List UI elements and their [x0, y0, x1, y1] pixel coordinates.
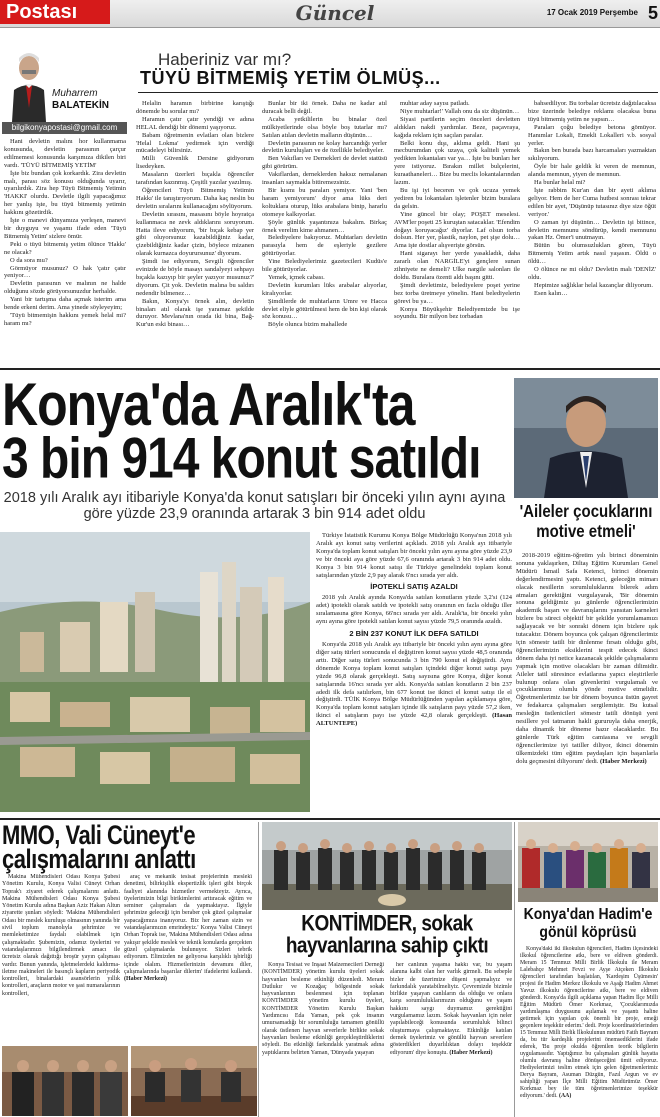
column-divider [258, 822, 259, 1117]
hadim-title-line2: gönül köprüsü [539, 922, 637, 941]
mmo-title-line2: çalışmalarını anlattı [2, 844, 196, 874]
mmo-photo-1 [2, 1046, 128, 1116]
mmo-text-2: araç ve mekanik tesisat projelerinin meslekî denetimi, bilirkişilik ekspertizlik işleri gibi birçok faaliyet alanında hizmetler vermekteyiz. Ayrıca, üyelerimizin bilgi birikimlerini arttıracak eğitim ve seminer çalışmaları da yapmaktayız. İlgiyle şehrimize geleceği için beraber çok güzel çalışmalar yapacağımıza inanıyoruz. Biz her zaman sizin ve vatandaşlarımızın emrindeyiz.' Konya Valisi Cüneyt Orhan Toprak ise, 'Makina Mühendisleri Odası adına yakışır şekilde meslek ve teknik konularda gerçekten güzel çalışmalarda bulunuyor. Sizleri tebrik ediyorum. Elimizden ne geliyorsa karşılıklı işbirliği içinde olalım. Hizmetlerinizin devamını diler, çalışmalarında başarılar dilerim' ifadelerini kullandı. (Haber Merkezi) [124, 874, 252, 983]
lead-subhead-2: 2 BİN 237 KONUT İLK DEFA SATILDI [349, 629, 479, 639]
column-divider-2 [514, 822, 515, 1117]
lead-deck: 2018 yılı Aralık ayı itibariyle Konya'da konut satışları bir önceki yılın aynı ayına göre yüzde 23,9 oranında artarak 3 bin 914 adet oldu [3, 490, 506, 522]
hadim-credit: (AA) [559, 1093, 572, 1099]
side-title-line2: motive etmeli' [536, 522, 636, 542]
column-text-4: muhtar aday sayısı patladı. Niye muhtarlar!' Vallah onu da siz düşünün… Siyasi partilerin seçim önceleri devletten aldıkları nakdi yardımlar. Beze, paçavraya, kağıda reklam için saçılan paralar. Belki konu dışı, aklıma geldi. Hani şu mecburumdan çok uzaya, çok kaliteli yemek yedikten lokantaları var ya… İşte bu bunları her yere istiyoruz. Bırakın millet bulçelerini, kuraathaneleri… Bize bu meclis lokantalarından lazım. Bu işi iyi beceren ve çok ucuza yemek yediren bu lokantaları işletenler bizim buralara da gelsin. Yine güncel bir olay; POŞET meselesi. AVM'ler poşeti 25 kuruştan satacaklar. 'Efendim doğayı koruyacağız' diyorlar. Laf olsun torba dolsun. Her yer, plastik, naylon, pet şişe dolu… Ama işte dostlar alışverişte görsün. Hani sigarayı her yerde yasakladık, daha zararlı olan NARGİLE'yi gençlere sunan zihniyete ne demeli? Ulke nargile salonları ile doldu. Buralara özenti aldı başını gitti. Şimdi devletimiz, belediyelere poşet yerine bez torba üretmeye yönelin. Hani belediyelerin görevi bu ya… Konya Büyükşehir Belediyemizde bu işe soyundu. Bir milyon bez torbadan [394, 100, 520, 321]
column-text-2: Helalin haramın birbirine karıştığı dönemde bu sorular mı? Haramın çatır çatır yendiği ve adına HELAL dendiği bir dönemi yaşıyoruz. Babam öğretmenin evlatları olan bizlere 'Helal Lokma' yedirmek için verdiği mücadeleyi bilirsiniz. Milli Güvenlik Dersine gidiyorum lisedeyken. Masaların üzerleri bıçakla öğrenciler tarafından kazınmış. Çeşitli yazılar yazılmış. Öğrencileri Tüyü Bitmemiş Yetimin Hakkı' ile tanıştırıyorum. Daha kaç neslin bu devletin sıralarını kullanacağını söylüyorum. Devletin sırasını, masasını böyle hoyratça kullanmaca ne zevk aldıklarını soruyorum. Hatta ileve ediyorum, 'bir bıçak kebap yer gibi oluyorsunuz kazabildiğiniz kadar, çizebildiğiniz kadar çizin, böylece mizanen olarak kurnazca doyurursunuz' diyorum. Şimdi ise ediyorum, Sevgili öğrenciler evinizde de böyle masayı sandalyeyi sehpayı bıçakla kazıyıp bir şeyler yazıyor musunuz?' diyorum. Çit yok. Devletin malına bu saldırı nedendir bilmenez… Bakın, Konya'yı örnek alın, devletin binaları atıl olarak işe yaramaz şekilde duruyor. Mevlana'nın orada iki bina, Bağ-Kur'un eski binası… [136, 100, 254, 329]
column-text-3: Bunlar bir iki örnek. Daha ne kadar atıl duracak belli değil. Acaba yetkililerin bu binalar özel mülkiyetlerinde olsa böyle boş tutarlar mı? Satılan atılan devletin malların düşünün… Devletin parasının ne kolay harcandığı yerler devletin kuruluşları ve de özellikle belediyeler. Ben Vakıfları ve Dernekleri de devlet statüsü gibi görürüm. Vakıflardan, derneklerden haksız nemalanan insanları saymakla bitiremezsiniz. Bir kısmı bu paraları yemiyor. Yani 'ben haram yemiyorum' diyor ama lüks deri koltuklara oturup, lüks arabalara binip, hararlu otomeye kalkıyorlar. Şöyle günlük yaşantınıza bakalım. Birkaç örnek verelim kime ahmanen… Belediyelere bakıyoruz. Muhtarları devletin parasıyla hem de eşleriyle gezilere götürüyorlar. Yine Belediyelerimiz gazetecileri Kudüs'e bile götürüyorlar. Yemek, içmek cabası. Devletin kurumları lüks arabalar alıyorlar, kiralıyorlar. Şimdilerde de muhtarların Umre ve Hacca devlet eliyle götürülmesi hem de bin kişi olarak söz konusu… Böyle olunca bizim mahallede [262, 100, 387, 329]
author-email[interactable]: bilgikonyapostasi@gmail.com [2, 122, 127, 134]
kontimder-title-line2: hayvanlarına sahip çıktı [285, 934, 489, 959]
lead-subhead-1: İPOTEKLİ SATIŞ AZALDI [370, 582, 458, 592]
hadim-body: Konya'daki iki ilkokulun öğrencileri, Hadim ilçesindeki ilkokul öğrencilerine atkı, bere ve eldiven gönderdi. Meram 15 Temmuz Milli Birlik İlkokulu ile Meram Lalebahçe Mehmet Fevzi ve Ayşe Atçeken İlkokulu öğrencileri tarafından başlatılan, 'Kardeşim Üşümesin' projesi ile Hadim Merkez ilkokulu ve Aşağı Hadim Ahmet Yavuz ilkokulu öğrencilerine atkı, bere ve eldiven gönderdi. Konya'da ilgili açıklama yapan Hadim İlçe Milli Eğitim Müdürü Ömer Korkmaz, 'Çocuklarımızda yardımlaşma duygusunu aşılamak ve yaşantı haline getirmek için yapılan çok önemli bir proje, emeği geçenlere teşekkür ederim.' dedi. Proje koordinatörlerinden 15 Temmuz Milli Birlik İlkokulunun müdürü Fatih Bayram da, bu tür kardeşlik projelerini önemsediklerini ifade ederek, 'Bu proje okulda öğrenilen teorik bilgilerin uygulamasıdır. Yaptığımız bu çalışmaları günlük hayatta olumlu davranış haline dönüşeceğini ümit ediyoruz. Hediyelerimizi teslim etmek için gelen öğretmenlerimiz Derya Bayram, Asuman Düzgün, Fazıl Argun ve ev sahipliği yapan İlçe Milli Eğitim Müdürümüz Ömer Korkmaz bey ile tüm öğretmenlerimize teşekkür ediyorum.' dedi. (AA) [520, 946, 658, 1099]
column-text-1: Hani devletin malını hor kullanmama konusunda, devletin parasının çarçur edilmemesi konusunda karşımıza dikilen biri vardı. 'TÜYÜ BİTMEMİŞ YETİM' İşte biz bundan çok korkardık. Zira devletin malı, parası söz konusu olduğunda uyarır, uyarılırdık. Zira hep Tüyü Bitmemiş Yetimin 'HAKKI' olurdu. Devletle ilgili yapacağımız her yanlış işte, bu tüyü bitmemiş yetimin hakkını gözetirdik. İşte o manevi dünyamıza yerleşen, manevi bir duyguyu ve yaşamı ifade eden 'Tüyü Bitmemiş Yetim' sizlere ömür. Peki o tüyü bitmemiş yetim ölünce 'Hakkı' ne olacak? O da sora mu? Görmüyor musunuz? O hak 'çatır çatır yeniyor… Devletin parasının ve malının ne halde olduğunu sözde görüyorsunuzdur herhalde. Yani bir tartışma daha açmak isterim ama bende erkeni derim. Ama yinede söyleyeyim; 'Tüyü bitmemişin hakkını yemek helal mi? haram mı? [4, 138, 126, 327]
hadim-photo [518, 822, 658, 902]
kontimder-photo [262, 822, 512, 910]
mmo-text-1: Makina Mühendisleri Odası Konya Şubesi Yönetim Kurulu, Konya Valisi Cüneyt Orhan Toprak'ı ziyaret ederek çalışmalarını anlattı. Makina Mühendisleri Odası Konya Şubesi Yönetim Kurulu adına Başkan Aziz Hakan Altun ziyarette şunları söyledi: 'Makina Mühendisleri Odası bir meslek kuruluşu olmasının yanında bir sivil toplum manolıyla şehrimize ve memleketimize faydalı olabilmek için çalışmaktadır. Şubemizin, odamız üyelerini ve vatandaşlarımızı bilgilendirmek amacı ile ücretsiz olarak dağıttığı broşür yayın çalışması vardır. Bunun yanında, işletmelerdeki kaldırma-iletme makineleri ile basınçlı kapların periyodik kontrolleri, binalardaki asansörlerin yıllık kontrolleri, araçların motor ve şasi numaralarının kontrolleri, [2, 874, 120, 997]
side-body: 2018-2019 eğitim-öğretim yılı birinci döneminin sonuna yaklaşırken, Diltaş Eğitim Kurumları Genel Müdürü İsmail Safa Ketenci, birinci dönemin değerlendirmesini yaptı. Ketenci, geleceğin mimarı olacak nesillerin sorumluluklarını bilerek adım atmaları gerektiğini vurgulayarak, 'Bir dönemin sonuna geldiğimiz şu günlerde öğrencilerimizin akademik başarı ve davranışlarını yansıtan karneleri bizlere bu süreci objektif bir şekilde yorumlamamızı sağlayacak ve bir sonraki dönem için bizlere ışık tutacaktır. Dönem boyunca çok çalışan öğrencilerimiz için sömestr tatili bir dinlenme fırsatı olduğu gibi, öğrencilerimizin eksiklerini tespit edecek ikinci dönem daha iyi netice kazanacak şekilde çalışmalarını yapmak için motive olacakları bir zaman dilimidir. Aileler tatil süresince evlatlarına yapıcı eleştirilerle bulunup onlara olan güvenlerini vurgulamalı ve çocuklarımızı olumlu yönde motive etmelidir. Öğretmenlerimiz ise bir dönem boyunca üstün gayret ve fedakarca çalışmaları sergilemiştir. Bu kutsal mesleğin üstlenicileri sömestr tatili dönüşü yeni nesillere yol tatmanın hakli gururuyla daha enerjik, daha dinamik bir döneme hazır olacaklardır. Bu günlerde Türk eğitim camiasına ve sevgili öğrencilerimize iyi tatiller diliyor, ikinci dönemin ülkemizdeki tüm eğitim paydaşları için başarılarla dolu geçmesini diliyorum' dedi. (Haber Merkezi) [516, 552, 658, 765]
mmo-photo-2 [131, 1046, 257, 1116]
headline-rule [138, 92, 658, 93]
column-kicker: Haberiniz var mı? [158, 50, 292, 69]
hadim-title-line1: Konya'dan Hadim'e [523, 904, 653, 923]
author-first-name: Muharrem [52, 88, 98, 99]
lead-body: Türkiye İstatistik Kurumu Konya Bölge Müdürlüğü Konya'nın 2018 yılı Aralık ayı konut satış verilerini açıkladı. 2018 yılı Aralık ayı itibariyle Konya'da toplam konut satışları bir önceki yılın aynı ayına göre yüzde 23,9 ve bir önceki aya göre yüzde 67,6 oranında artarak 3 bin 914 adet oldu. Konya 3 bin 914 konut satışı ile Türkiye genelindeki toplam konut satışlarından yüzde 2,9 pay alarak 6'ncı sırada yer aldı. İPOTEKLİ SATIŞ AZALDI 2018 yılı Aralık ayında Konya'da satılan konutların yüzde 3,2'si (124 adet) ipotekli olarak satıldı ve ipotekli satış oranının en fazla olduğu iller sıralamasına göre Konya, 66'ncı sırada yer aldı. Aralık'ta, bir önceki yılın aynı ayına göre ipotekli satılan konut sayısı yüzde 79,5 oranında azaldı. 2 BİN 237 KONUT İLK DEFA SATILDI Konya'da 2018 yılı Aralık ayı itibariyle bir önceki yılın aynı ayına göre diğer satış türleri sonucunda el değiştiren konut sayısı yüzde 48,5 oranında arttı. Diğer satış türleri sonucunda 3 bin 790 konut el değiştirdi. Aynı dönemde Konya toplam konut satışları içindeki diğer konut satışı payı yüzde 96,8 olarak gerçekleşti. Satış sayısına göre Konya, diğer konut satışlarında 16'ncı sırada yer aldı. Konya'da satılan konutların 2 bin 237 adedi ilk defa satılırken, bin 677 konut ise ikinci el konut satışı ile el değiştirdi. TÜİK Konya Bölge Müdürlüğünden yapılan açıklamaya göre, Konya'da toplam konut satışları içinde ilk satışların payı yüzde 57,2 iken, ikinci el satışların payı ise yüzde 42,8 olarak gerçekleşti. (Hasan ALTUNTEPE) [316, 532, 512, 728]
side-credit: (Haber Merkezi) [600, 757, 647, 765]
newspaper-logo[interactable]: Postası [0, 0, 110, 24]
lead-credit: (Hasan ALTUNTEPE) [316, 712, 512, 728]
city-photo [0, 532, 310, 812]
section-title: Güncel [295, 1, 375, 25]
kontimder-text-2: her canlının yaşama hakkı var, bu yaşam alanına kalbi olan her varlık girmeli. Bu sebeple bizler de üzerimize düşeni yapmalıyız ve farkındalık yaratabilmeliyiz. Çevremizde bizimle birlikte yaşayan canlıların da olduğu ve onlara karşı sorumluluklarımızın olduğunu ve yaşam hakkını saygı duymamız gerektiğini vurgulamamız lazım. Sokak hayvanları için neler yapılabileceği konusunda sorumluluk bilinci oluşturmaya çalışmaktayız. Etkinliğe katılan dernek üyelerimiz ve gönüllü hayvan severlere gösterdikleri duyarlılıktan dolayı teşekkür ediyorum' diye konuştu. (Haber Merkezi) [390, 962, 512, 1056]
ketenci-photo [514, 378, 658, 498]
lead-title-line1: Konya'da Aralık'ta [2, 371, 415, 439]
mmo-title-line1: MMO, Vali Cüneyt'e [2, 820, 196, 850]
lead-title-line2: 3 bin 914 konut satıldı [2, 427, 481, 491]
kontimder-text-1: Konya Tesisat ve İnşaat Malzemecileri Derneği (KONTİMDER) yönetim kurulu üyeleri sokak hayvanları besleme etkinliği düzenledi. Meram Dutlukır ve Kozağaç bölgesinde sokak hayvanlarının beslenmesi için toplanan KONTİMDER yönetim kurulu üyeleri, KONTİMDER Yönetim Kurulu Başkan Yardımcısı Eda Yaman, pek çok insanın umursamadığı bir sorumluluğu tamamen gönüllü olarak üstlenen hayvan severlerle birlikte sokak hayvanları besleme etkinliği gerçekleştirdiklerini söyledi. Bu etkinliği farkındalık yaratmak adına yaptıklarını belirten Yaman, 'Dünyada yaşayan [262, 962, 384, 1056]
kontimder-credit: (Haber Merkezi) [449, 1049, 493, 1056]
column-text-5: bahsediliyor. Bu torbalar ücretsiz dağıtılacaksa bize üzerinde belediye reklamı olacaksa buna tüyü bitmemiş yetim ne yapsın… Paraları çoğu belediye betona gömüyor. Hanımlar Lokali, Emekli Lokalleri v.b. sosyal yerler. Bakın ben burada bazı harcamaları yazmaktan sıkılıyorum. Öyle bir hale geldik ki veren de memnun, alanda memnun, yiyen de memnun. Ha bunlar helal mi? İşte rabbim Kur'an dan bir ayeti aklıma geliyor. Hem de her Cuma hutbesi sonrası tekrar edilen bir ayet, 'Düşünüp tutasınız diye size öğüt veriyor.' O zaman iyi düşünün… Devletin işi bitince, devletin memnunu söndürüp, kendi memnunu yakan Hz. Ömer'i unutmayın. Bütün bu olumsuzlukları gören, Tüyü Bitmemiş Yetim artık nasıl yaşasın. Öldü o öldü… O ölünce ne mi oldu? Devletin malı 'DENİZ' oldu. Hepimize sağlıklar helal kazançlar diliyorum. Esen kalın… [528, 100, 656, 297]
mmo-credit: (Haber Merkezi) [124, 976, 168, 983]
column-headline: TÜYÜ BİTMEMİŞ YETİM ÖLMÜŞ... [140, 68, 441, 88]
page-number: 5 [647, 3, 658, 23]
issue-date: 17 Ocak 2019 Perşembe [546, 8, 638, 17]
kontimder-title-line1: KONTİMDER, sokak [301, 912, 473, 937]
side-title-line1: 'Aileler çocuklarını [519, 502, 653, 522]
author-portrait [10, 48, 48, 122]
author-last-name: BALATEKİN [52, 100, 110, 111]
